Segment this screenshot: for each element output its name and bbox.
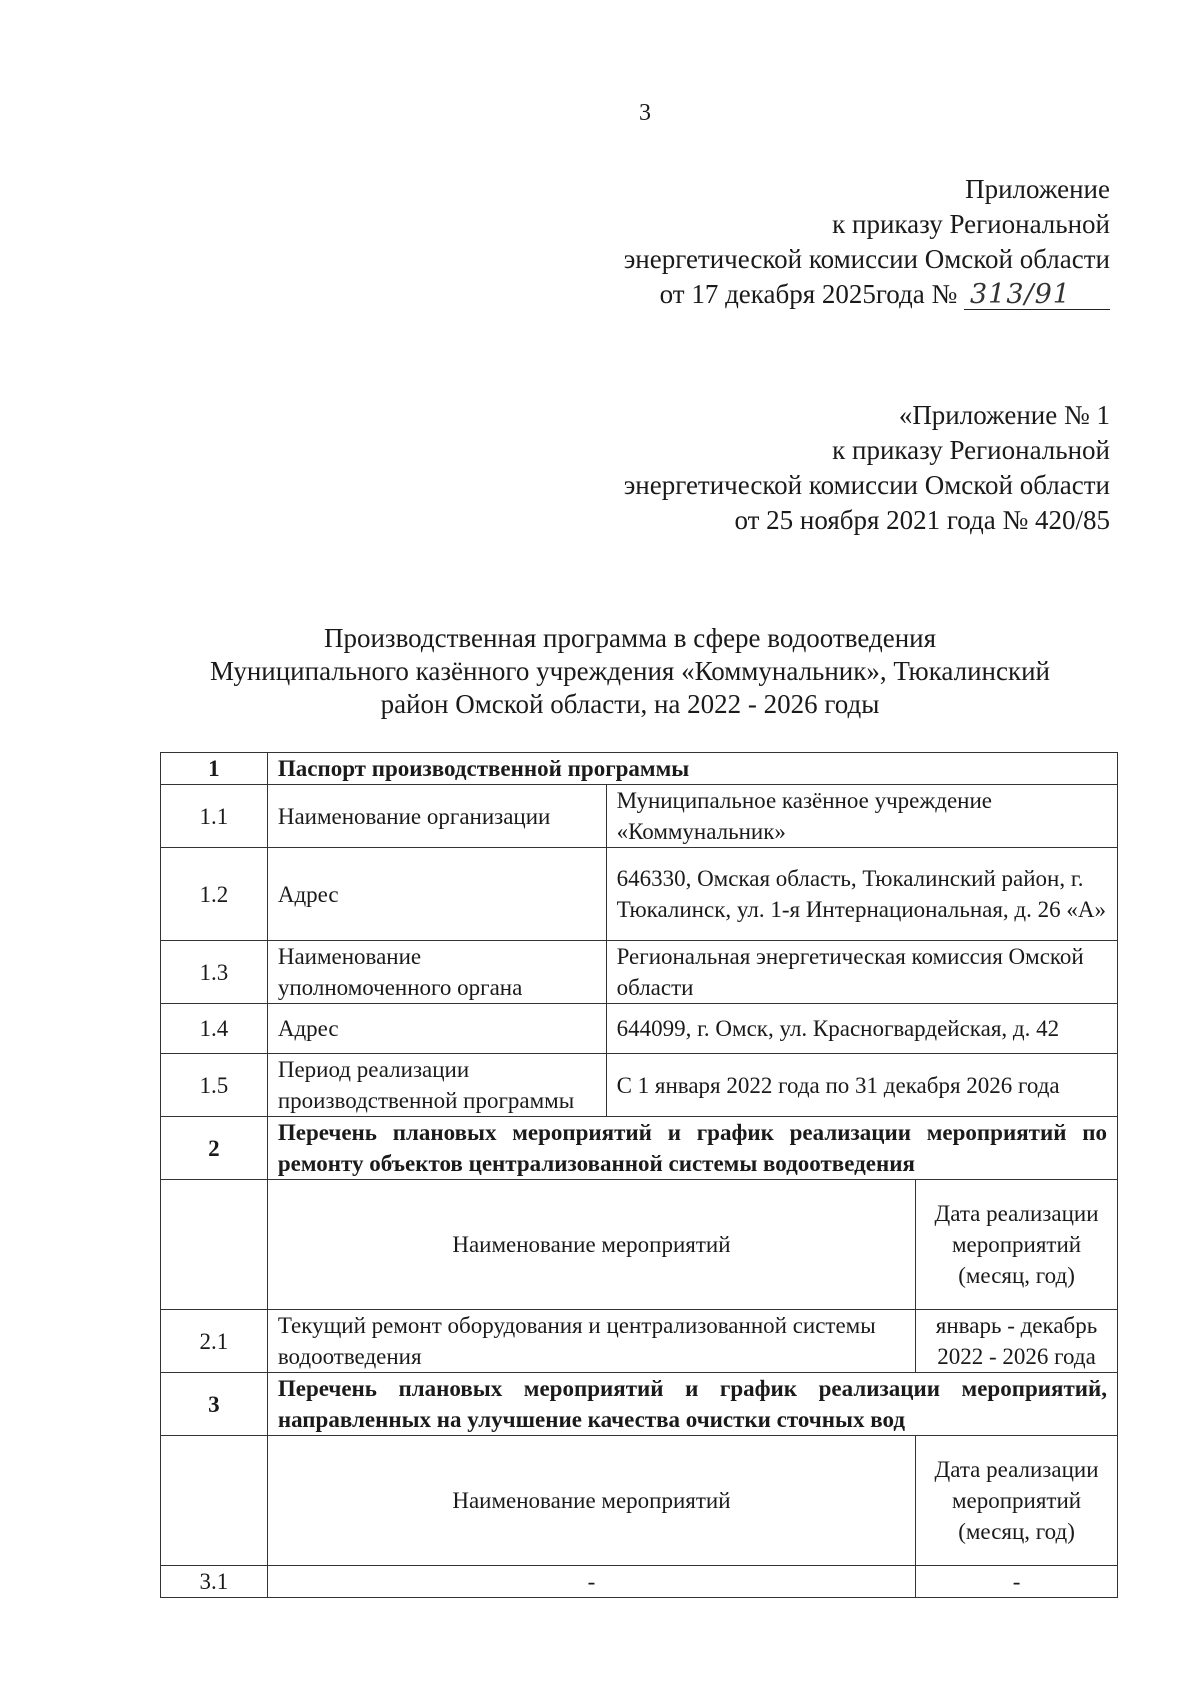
appendix-line: «Приложение № 1 — [898, 400, 1110, 430]
row-number: 1.4 — [161, 1004, 268, 1054]
section-title: Перечень плановых мероприятий и график реализации мероприятий по ремонту объектов централизованной системы водоотведения — [267, 1117, 1117, 1180]
row-value: Региональная энергетическая комиссия Омской области — [606, 941, 1117, 1004]
appendix-line: к приказу Региональной — [832, 435, 1110, 465]
row-number: 1.1 — [161, 785, 268, 848]
table-header-row — [161, 1180, 1118, 1310]
row-label: Адрес — [267, 1004, 606, 1054]
page-number: 3 — [639, 100, 651, 126]
row-label: Наименование организации — [267, 785, 606, 848]
section-number: 1 — [161, 753, 268, 785]
appendix-line: энергетической комиссии Омской области — [623, 470, 1110, 500]
table-row — [161, 1004, 1118, 1054]
row-number: 1.5 — [161, 1054, 268, 1117]
handwritten-order-number: 313/91 — [964, 281, 1110, 310]
row-number: 1.3 — [161, 941, 268, 1004]
section-row-repair — [161, 1117, 1118, 1180]
title-line: Муниципального казённого учреждения «Коммунальник», Тюкалинский — [209, 656, 1050, 686]
row-number: 1.2 — [161, 848, 268, 941]
title-line: район Омской области, на 2022 - 2026 годы — [380, 689, 880, 719]
table-row — [161, 848, 1118, 941]
section-row-passport — [161, 753, 1118, 785]
row-date: - — [916, 1566, 1118, 1598]
column-header-date: Дата реализации мероприятий (месяц, год) — [916, 1436, 1118, 1566]
appendix-date-text: от 17 декабря 2025года № — [659, 279, 958, 309]
appendix-date-line — [624, 277, 1110, 312]
table-row — [161, 941, 1118, 1004]
program-table — [160, 752, 1118, 1598]
document-title — [160, 622, 1100, 721]
section-number: 3 — [161, 1373, 268, 1436]
empty-cell — [161, 1180, 268, 1310]
section-title: Паспорт производственной программы — [267, 753, 1117, 785]
row-label: Адрес — [267, 848, 606, 941]
row-name: - — [267, 1566, 915, 1598]
title-line: Производственная программа в сфере водоотведения — [323, 623, 937, 653]
row-number: 2.1 — [161, 1310, 268, 1373]
row-value: 644099, г. Омск, ул. Красногвардейская, д. 42 — [606, 1004, 1117, 1054]
appendix-line: энергетической комиссии Омской области — [623, 244, 1110, 274]
appendix-line: Приложение — [965, 174, 1110, 204]
row-value: С 1 января 2022 года по 31 декабря 2026 года — [606, 1054, 1117, 1117]
section-row-cleaning — [161, 1373, 1118, 1436]
column-header-name: Наименование мероприятий — [267, 1436, 915, 1566]
section-number: 2 — [161, 1117, 268, 1180]
row-date: январь - декабрь 2022 - 2026 года — [916, 1310, 1118, 1373]
column-header-name: Наименование мероприятий — [267, 1180, 915, 1310]
row-label: Наименование уполномоченного органа — [267, 941, 606, 1004]
table-row — [161, 1310, 1118, 1373]
appendix-line: к приказу Региональной — [832, 209, 1110, 239]
row-value: 646330, Омская область, Тюкалинский район, г. Тюкалинск, ул. 1-я Интернациональная, д. 26 «А» — [606, 848, 1117, 941]
column-header-date: Дата реализации мероприятий (месяц, год) — [916, 1180, 1118, 1310]
table-header-row — [161, 1436, 1118, 1566]
appendix-header-current — [624, 172, 1110, 312]
empty-cell — [161, 1436, 268, 1566]
row-label: Период реализации производственной программы — [267, 1054, 606, 1117]
appendix-line: от 25 ноября 2021 года № 420/85 — [734, 505, 1110, 535]
table-row — [161, 1054, 1118, 1117]
table-row — [161, 1566, 1118, 1598]
section-title: Перечень плановых мероприятий и график реализации мероприятий, направленных на улучшение качества очистки сточных вод — [267, 1373, 1117, 1436]
table-row — [161, 785, 1118, 848]
row-value: Муниципальное казённое учреждение «Коммунальник» — [606, 785, 1117, 848]
row-name: Текущий ремонт оборудования и централизованной системы водоотведения — [267, 1310, 915, 1373]
row-number: 3.1 — [161, 1566, 268, 1598]
appendix-header-original — [624, 398, 1110, 538]
